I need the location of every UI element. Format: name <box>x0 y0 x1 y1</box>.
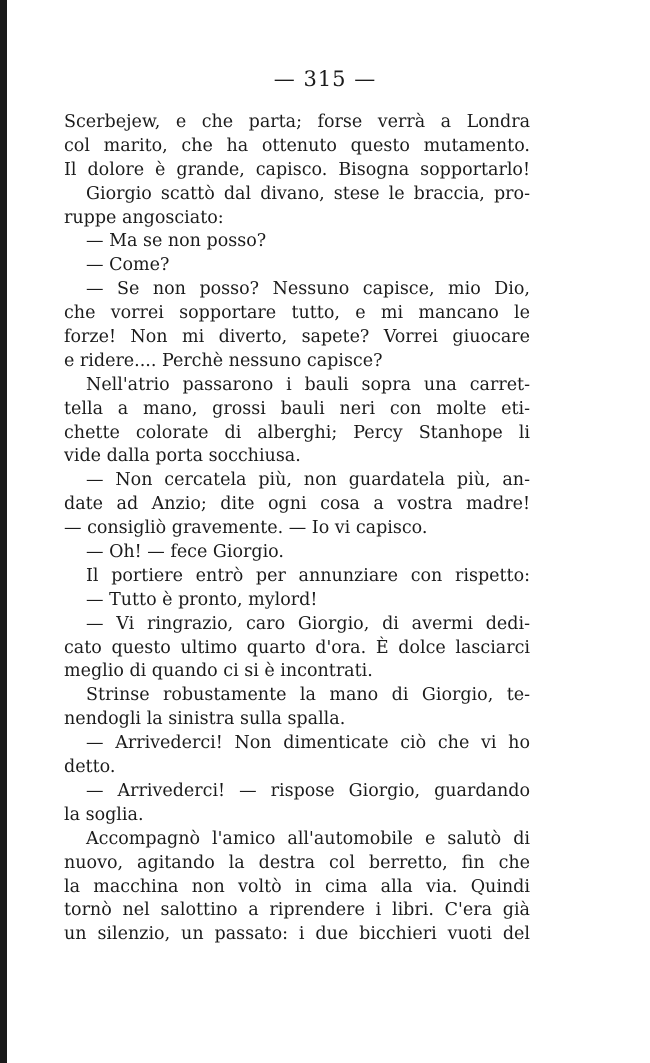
text-line: forze! Non mi diverto, sapete? Vorrei giuocare <box>64 327 530 348</box>
text-line: col marito, che ha ottenuto questo mutamento. <box>64 135 530 156</box>
text-line: che vorrei sopportare tutto, e mi mancano le <box>64 303 530 324</box>
text-line: date ad Anzio; dite ogni cosa a vostra madre! <box>64 494 530 515</box>
text-line: — Come? <box>86 255 170 276</box>
text-line: la macchina non voltò in cima alla via. Quindi <box>64 876 530 897</box>
text-line: la soglia. <box>64 804 144 825</box>
text-line: tornò nel salottino a riprendere i libri. C'era già <box>64 900 530 921</box>
text-line: Il dolore è grande, capisco. Bisogna sopportarlo! <box>64 159 530 180</box>
text-line: Giorgio scattò dal divano, stese le braccia, pro- <box>86 183 530 204</box>
text-line: nuovo, agitando la destra col berretto, fin che <box>64 852 530 873</box>
text-line: — Se non posso? Nessuno capisce, mio Dio, <box>86 279 530 300</box>
text-line: Nell'atrio passarono i bauli sopra una carret- <box>86 374 530 395</box>
text-line: Accompagnò l'amico all'automobile e salutò di <box>86 828 530 849</box>
text-line: nendogli la sinistra sulla spalla. <box>64 709 346 730</box>
text-line: detto. <box>64 757 116 778</box>
text-line: Il portiere entrò per annunziare con rispetto: <box>86 565 530 586</box>
text-line: meglio di quando ci si è incontrati. <box>64 661 373 682</box>
text-line: — Vi ringrazio, caro Giorgio, di avermi dedi- <box>86 613 530 634</box>
text-line: — Tutto è pronto, mylord! <box>86 589 318 610</box>
text-line: — Non cercatela più, non guardatela più, an- <box>86 470 530 491</box>
text-line: Strinse robustamente la mano di Giorgio, te- <box>86 685 530 706</box>
text-line: — consigliò gravemente. — Io vi capisco. <box>64 518 428 539</box>
text-line: — Arrivederci! Non dimenticate ciò che vi ho <box>86 733 530 754</box>
book-spine-edge <box>0 0 7 1063</box>
text-line: un silenzio, un passato: i due bicchieri vuoti del <box>64 924 530 945</box>
page-number: — 315 — <box>273 67 377 91</box>
text-line: — Arrivederci! — rispose Giorgio, guardando <box>86 780 530 801</box>
text-line: e ridere.... Perchè nessuno capisce? <box>64 350 383 371</box>
text-line: — Oh! — fece Giorgio. <box>86 542 284 563</box>
body-text <box>64 111 530 947</box>
text-line: Scerbejew, e che parta; forse verrà a Londra <box>64 112 530 132</box>
text-line: — Ma se non posso? <box>86 231 267 252</box>
text-line: chette colorate di alberghi; Percy Stanhope li <box>64 422 530 443</box>
text-line: tella a mano, grossi bauli neri con molte eti- <box>64 398 530 419</box>
text-line: ruppe angosciato: <box>64 207 224 228</box>
text-line: vide dalla porta socchiusa. <box>64 446 301 467</box>
text-line: cato questo ultimo quarto d'ora. È dolce lasciarci <box>64 637 530 658</box>
